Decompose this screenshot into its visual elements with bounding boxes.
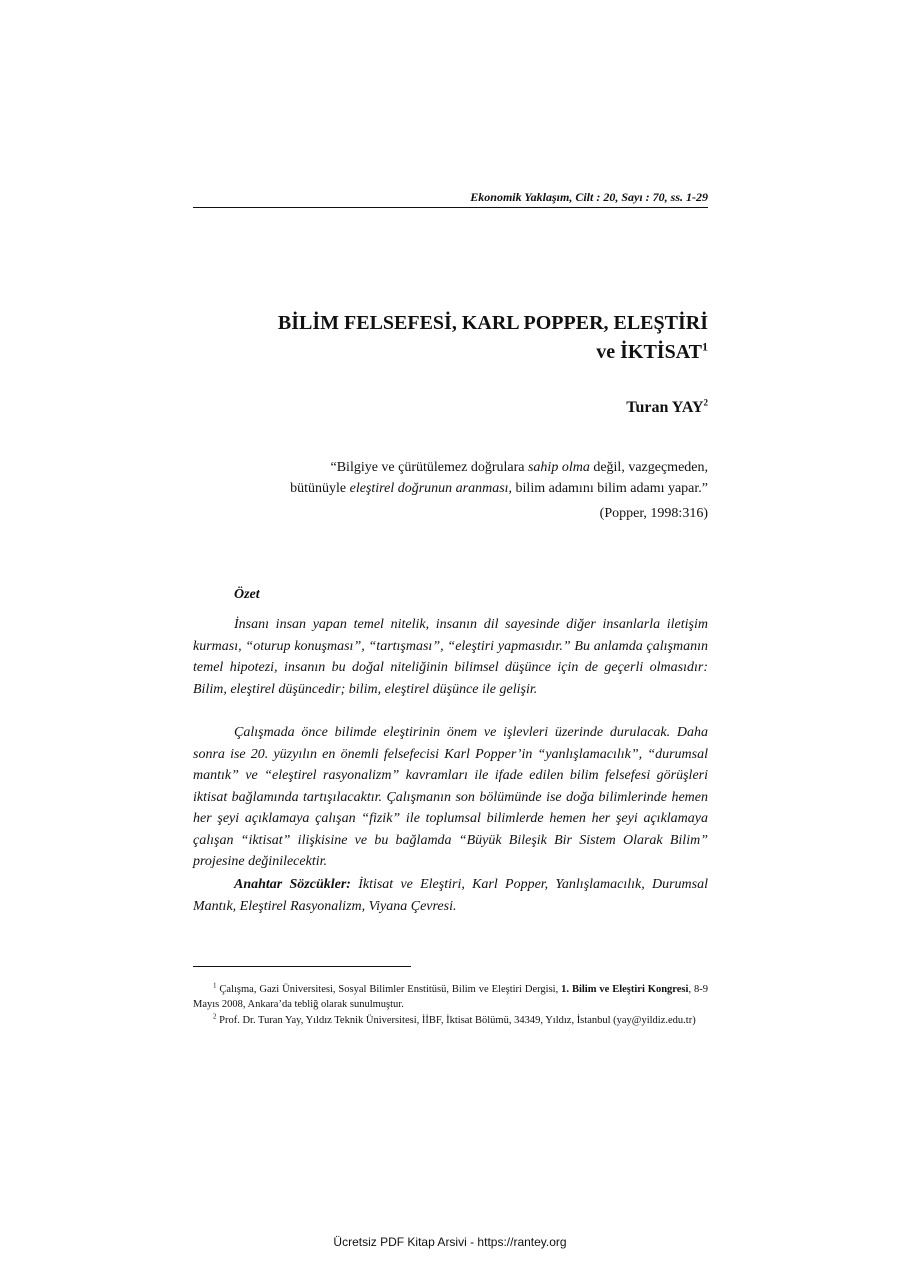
abstract-heading: Özet (234, 587, 260, 602)
epigraph-text-2: değil, vazgeçmeden, (589, 460, 708, 475)
epigraph-text-4: , bilim adamını bilim adamı yapar.” (508, 481, 708, 496)
keywords-list: İktisat ve Eleştiri, Karl Popper, Yanlışlamacılık, Durumsal Mantık, Eleştirel Rasyonalizm, Viyana Çevresi. (193, 877, 709, 914)
title-footnote-mark[interactable]: 1 (702, 339, 708, 354)
abstract-paragraph-2: Çalışmada önce bilimde eleştirinin önem ve işlevleri üzerinde durulacak. Daha sonra ise 20. yüzyılın en önemli felsefecisi Karl Popper’in “yanlışlamacılık”, “durumsal mantık” ve “eleştirel rasyonalizm” kavramları ile ifade edilen bilim felsefesi görüşleri iktisat bağlamında tartışılacaktır. Çalışmanın son bölümünde ise doğa bilimlerinde hemen her şeyi açıklamaya çalışan “fizik” ile toplumsal bilimlerde hemen her şeyi açıklamaya çalışan “iktisat” ilişkisine ve bu bağlamda “Büyük Bileşik Bir Sistem Olarak Bilim” projesine değinilecektir. (193, 725, 708, 869)
footnote-2 (193, 1014, 708, 1029)
footnote-rule (193, 966, 411, 967)
footnote-2-mark: 2 (213, 1012, 217, 1021)
keywords (193, 874, 708, 917)
author-name-text: Turan YAY (626, 399, 704, 416)
article-title (193, 309, 708, 367)
running-head: Ekonomik Yaklaşım, Cilt : 20, Sayı : 70, ss. 1-29 (470, 190, 708, 204)
epigraph-citation: (Popper, 1998:316) (599, 506, 708, 521)
footnote-1 (193, 983, 708, 1012)
keywords-label: Anahtar Sözcükler: (234, 877, 351, 892)
author-footnote-mark[interactable]: 2 (703, 397, 708, 408)
epigraph-italic-2: eleştirel doğrunun aranması (349, 481, 509, 496)
footnote-2-text: Prof. Dr. Turan Yay, Yıldız Teknik Üniversitesi, İİBF, İktisat Bölümü, 34349, Yıldız, İstanbul (yay@yildiz.edu.tr) (216, 1015, 696, 1026)
footnote-1-text-end: , 8-9 Mayıs 2008, Ankara’da tebliğ olarak sunulmuştur. (193, 984, 708, 1010)
epigraph-text-3: bütünüyle (290, 481, 350, 496)
title-line-2 (193, 338, 708, 367)
title-line-2-text: ve İKTİSAT (596, 341, 702, 363)
abstract-paragraph-1: İnsanı insan yapan temel nitelik, insanın dil sayesinde diğer insanlarla iletişim kurması, “oturup konuşması”, “tartışması”, “eleştiri yapmasıdır.” Bu anlamda çalışmanın temel hipotezi, insanın bu doğal niteliğinin bilimsel düşünce için de geçerli olmasıdır: Bilim, eleştirel düşüncedir; bilim, eleştirel düşünce ile gelişir. (193, 617, 708, 697)
title-line-1: BİLİM FELSEFESİ, KARL POPPER, ELEŞTİRİ (277, 312, 708, 334)
epigraph-line-1 (193, 457, 708, 478)
epigraph-text-1: “Bilgiye ve çürütülemez doğrulara (330, 460, 528, 475)
epigraph (193, 457, 708, 499)
epigraph-italic-1: sahip olma (527, 460, 590, 475)
header-rule (193, 207, 708, 208)
epigraph-line-2 (193, 478, 708, 499)
author-name (193, 399, 708, 417)
watermark: Ücretsiz PDF Kitap Arsivi - https://rantey.org (333, 1235, 567, 1249)
footnote-1-bold: 1. Bilim ve Eleştiri Kongresi (561, 984, 689, 995)
footnote-1-text: Çalışma, Gazi Üniversitesi, Sosyal Bilimler Enstitüsü, Bilim ve Eleştiri Dergisi, (216, 984, 562, 995)
footnote-1-mark: 1 (213, 981, 217, 990)
